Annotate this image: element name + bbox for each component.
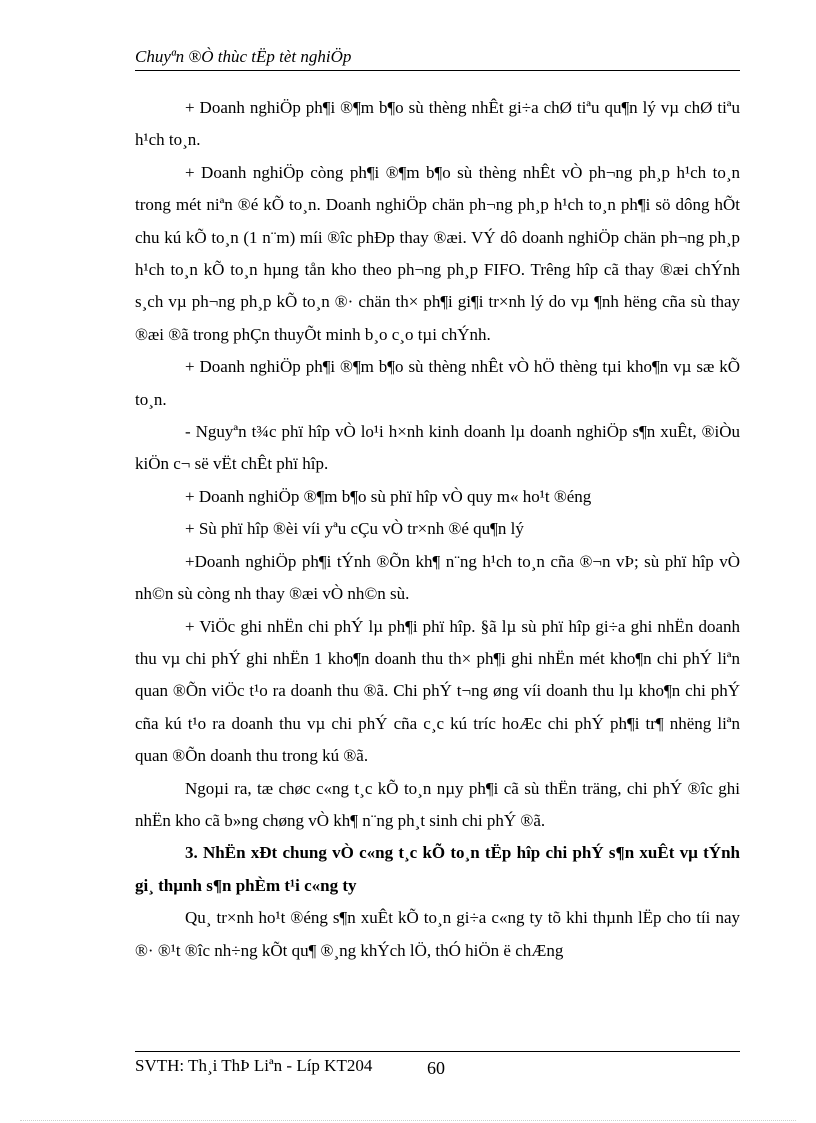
paragraph: + Sù phï hîp ®èi víi yªu cÇu vÒ tr×nh ®é qu¶n lý bbox=[185, 519, 524, 539]
paragraph: +Doanh nghiÖp ph¶i tÝnh ®Õn kh¶ n¨ng h¹ch to¸n cña ®¬n vÞ; sù phï hîp vÒ nh©n sù còng nh thay ®æi vÒ nh©n sù. bbox=[135, 551, 740, 604]
page-header: Chuyªn ®Ò thùc tËp tèt nghiÖp bbox=[135, 47, 352, 66]
footer-author: SVTH: Th¸i ThÞ Liªn - Líp KT204 bbox=[135, 1056, 373, 1075]
section-heading: 3. NhËn xÐt chung vÒ c«ng t¸c kÕ to¸n tËp hîp chi phÝ s¶n xuÊt vµ tÝnh gi¸ thµnh s¶n phÈm t¹i c«ng ty bbox=[135, 843, 740, 895]
header-divider bbox=[135, 70, 740, 71]
paragraph: + Doanh nghiÖp ph¶i ®¶m b¶o sù thèng nhÊt vÒ hÖ thèng tµi kho¶n vµ sæ kÕ to¸n. bbox=[135, 357, 740, 409]
paragraph: + Doanh nghiÖp còng ph¶i ®¶m b¶o sù thèng nhÊt vÒ ph¬ng ph¸p h¹ch to¸n trong mét niªn ®é kÕ to¸n. Doanh nghiÖp chän ph¬ng ph¸p h¹ch to¸n ph¶i sö dông hÕt chu kú kÕ to¸n (1 n¨m) míi ®îc phÐp thay ®æi. VÝ dô doanh nghiÖp chän ph¬ng ph¸p h¹ch to¸n kÕ to¸n hµng tån kho theo ph¬ng ph¸p FIFO. Trêng hîp cã thay ®æi chÝnh s¸ch vµ ph¬ng ph¸p kÕ to¸n ®· chän th× ph¶i gi¶i tr×nh lý do vµ ¶nh hëng cña sù thay ®æi ®ã trong phÇn thuyÕt minh b¸o c¸o tµi chÝnh. bbox=[135, 162, 740, 344]
paragraph: + Doanh nghiÖp ph¶i ®¶m b¶o sù thèng nhÊt gi÷a chØ tiªu qu¶n lý vµ chØ tiªu h¹ch to¸n. bbox=[135, 98, 740, 150]
page-bottom-dotted-line bbox=[20, 1120, 796, 1121]
body-text bbox=[135, 92, 740, 967]
paragraph: - Nguyªn t¾c phï hîp vÒ lo¹i h×nh kinh doanh lµ doanh nghiÖp s¶n xuÊt, ®iÒu kiÖn c¬ së vËt chÊt phï hîp. bbox=[135, 422, 740, 474]
paragraph: Qu¸ tr×nh ho¹t ®éng s¶n xuÊt kÕ to¸n gi÷a c«ng ty tõ khi thµnh lËp cho tíi nay ®· ®¹t ®îc nh÷ng kÕt qu¶ ®¸ng khÝch lÖ, thÓ hiÖn ë chÆng bbox=[135, 908, 740, 960]
page-number: 60 bbox=[427, 1058, 445, 1078]
paragraph: + Doanh nghiÖp ®¶m b¶o sù phï hîp vÒ quy m« ho¹t ®éng bbox=[185, 486, 592, 506]
paragraph: Ngoµi ra, tæ chøc c«ng t¸c kÕ to¸n nµy ph¶i cã sù thËn träng, chi phÝ ®îc ghi nhËn kho cã b»ng chøng vÒ kh¶ n¨ng ph¸t sinh chi phÝ ®ã. bbox=[135, 778, 740, 830]
paragraph: + ViÖc ghi nhËn chi phÝ lµ ph¶i phï hîp. §ã lµ sù phï hîp gi÷a ghi nhËn doanh thu vµ chi phÝ ghi nhËn 1 kho¶n doanh thu th× ph¶i ghi nhËn mét kho¶n chi phÝ liªn quan ®Õn viÖc t¹o ra doanh thu ®ã. Chi phÝ t¬ng øng víi doanh thu lµ kho¶n chi phÝ cña kú t¹o ra doanh thu vµ chi phÝ cña c¸c kú tríc hoÆc chi phÝ ph¶i tr¶ nhëng liªn quan ®Õn doanh thu trong kú ®ã. bbox=[135, 616, 740, 766]
footer-divider bbox=[135, 1051, 740, 1052]
